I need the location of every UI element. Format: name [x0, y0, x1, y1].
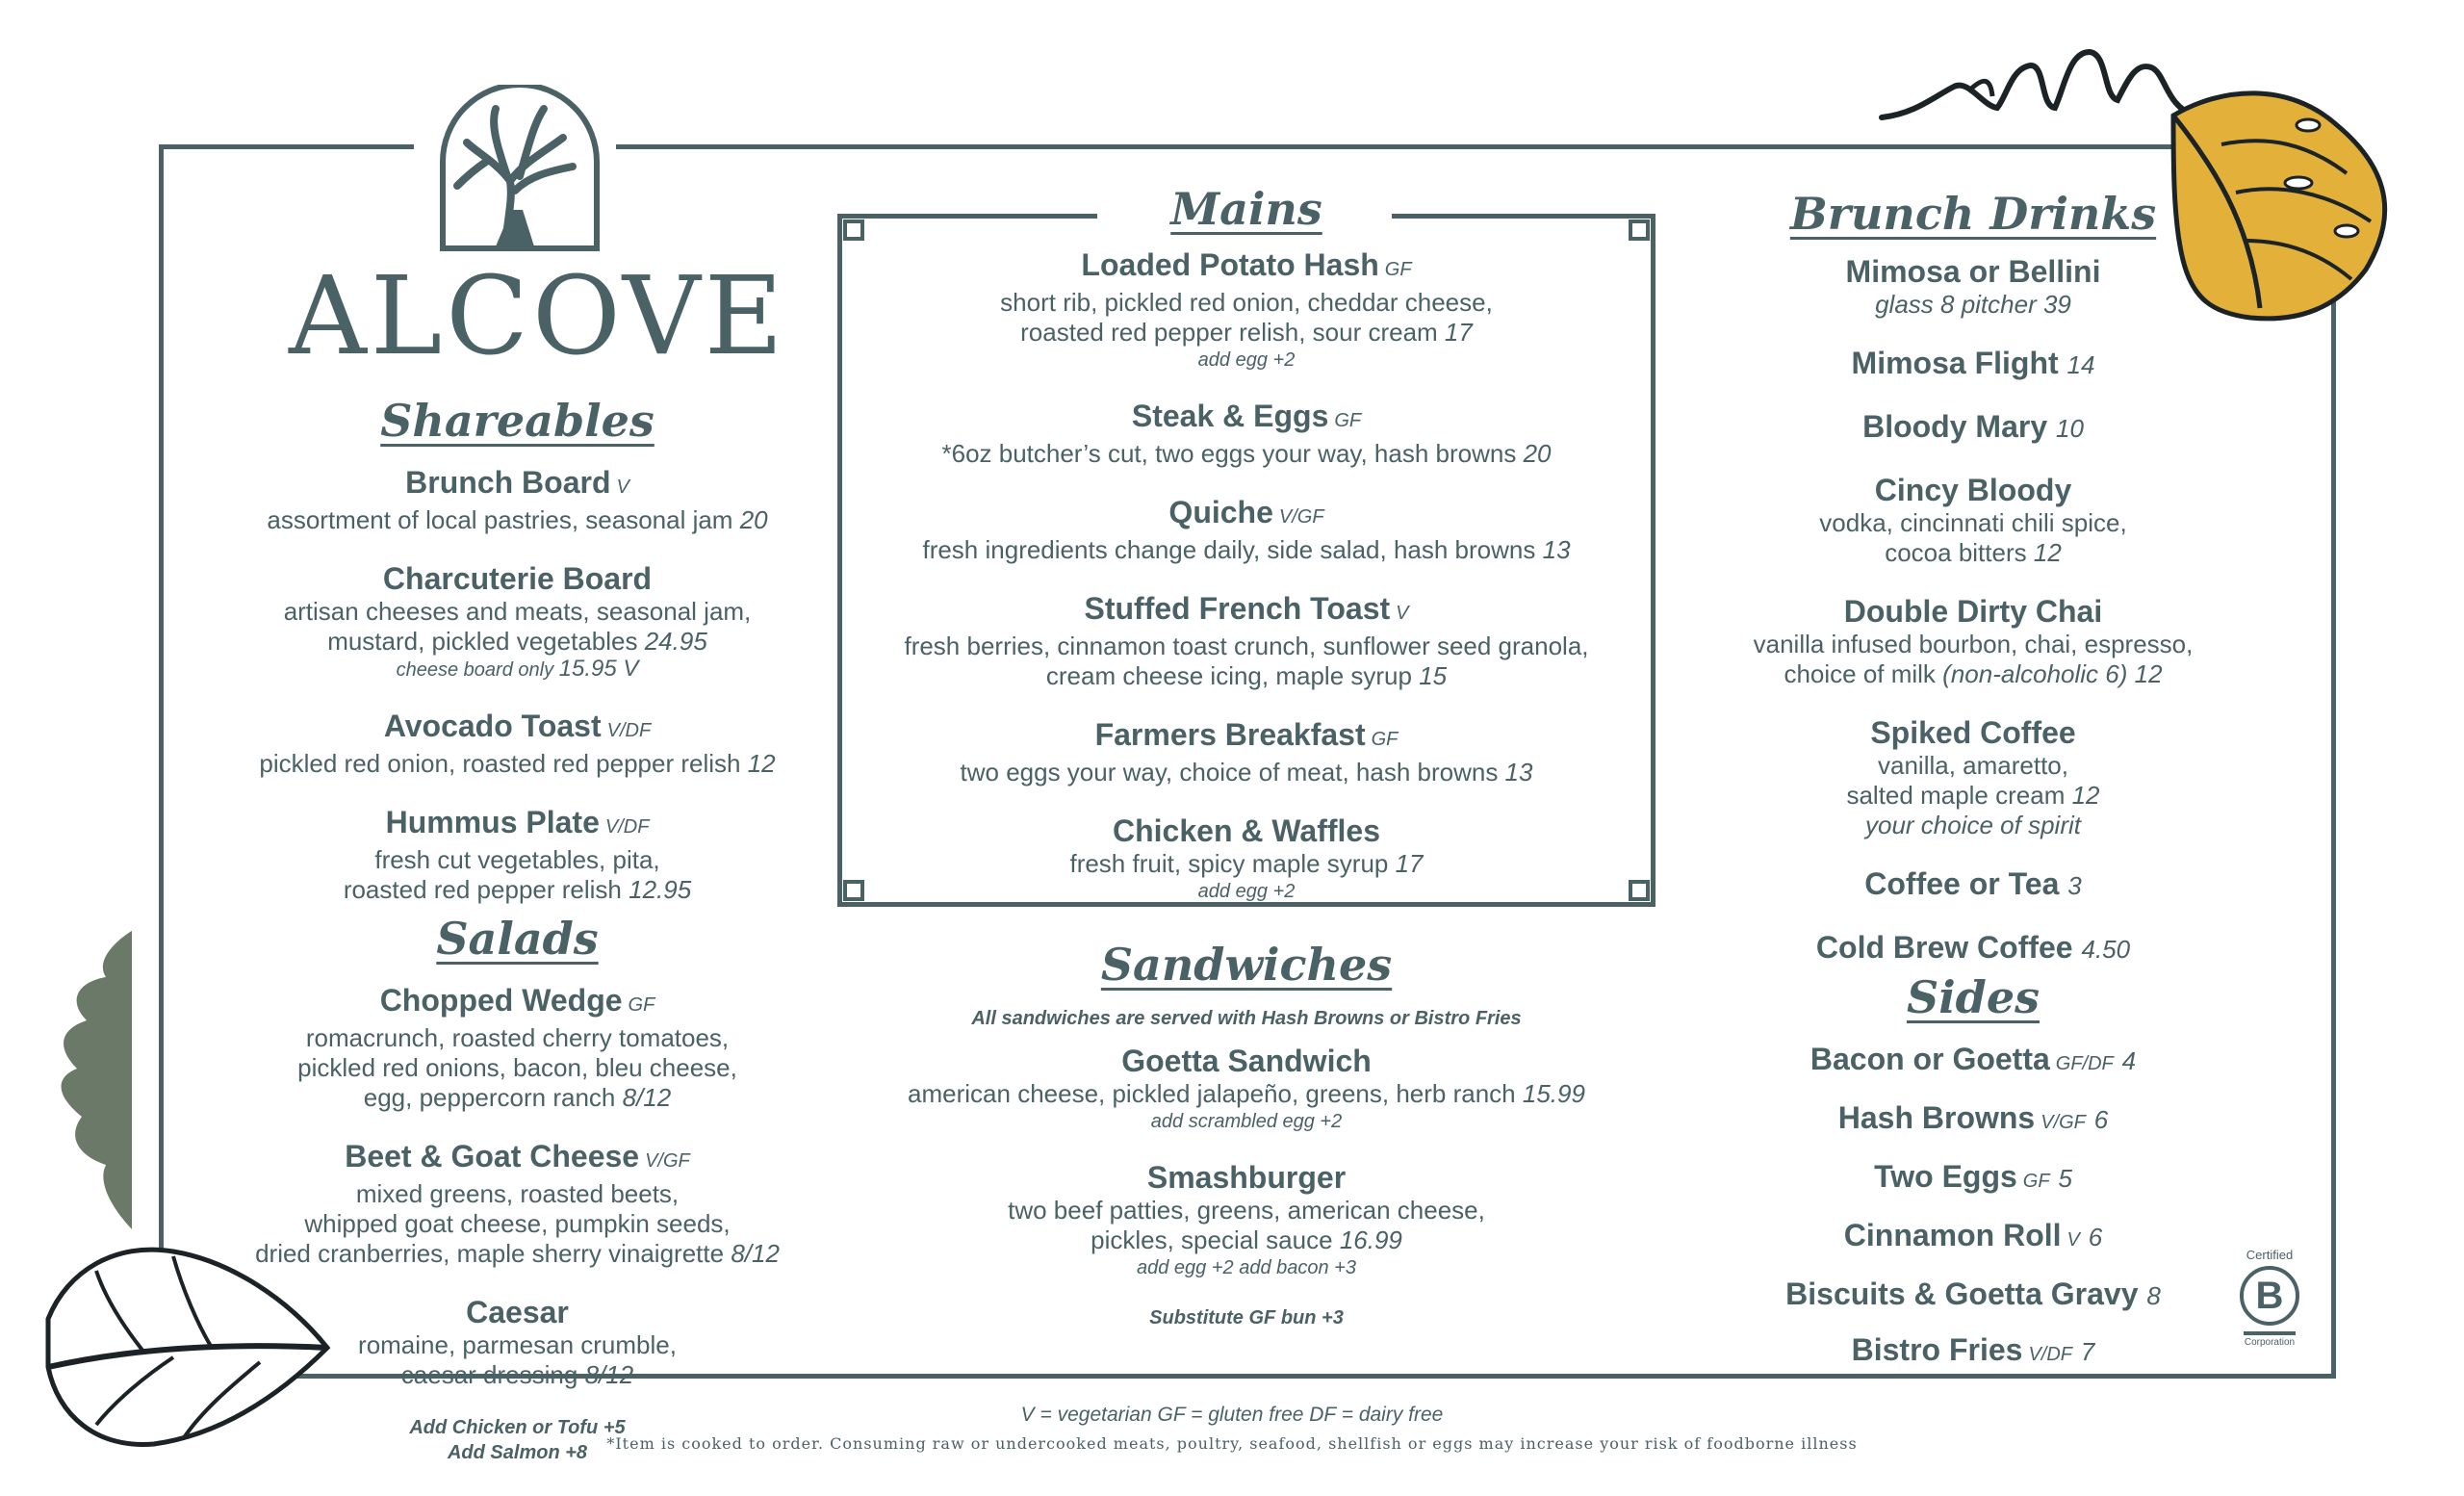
menu-item — [217, 560, 818, 683]
item-desc: fresh ingredients change daily, side salad, hash browns — [922, 535, 1536, 564]
item-desc: roasted red pepper relish, sour cream — [1020, 318, 1438, 347]
item-note: add egg +2 — [1197, 881, 1296, 902]
item-desc: two eggs your way, choice of meat, hash browns — [960, 758, 1499, 787]
item-desc: vanilla infused bourbon, chai, espresso, — [1753, 630, 2194, 658]
item-desc: artisan cheeses and meats, seasonal jam, — [283, 597, 752, 626]
menu-item — [847, 398, 1646, 469]
item-note: cheese board only — [396, 659, 554, 681]
menu-item — [1704, 345, 2243, 383]
item-price: 12.95 — [629, 875, 692, 904]
diet-tag: GF — [1371, 729, 1399, 750]
diet-tag: V — [2066, 1229, 2080, 1251]
right-column — [1704, 188, 2243, 1390]
item-price: 17 — [1395, 849, 1424, 878]
item-price: 12 — [747, 749, 776, 778]
bcorp-badge — [2231, 1248, 2308, 1348]
item-desc: fresh cut vegetables, pita, — [374, 845, 660, 874]
item-desc: mustard, pickled vegetables — [327, 627, 638, 656]
sandwiches-subnote: All sandwiches are served with Hash Browns or Bistro Fries — [971, 1008, 1522, 1029]
salads-heading: Salads — [436, 913, 599, 965]
item-name: Chopped Wedge — [379, 983, 623, 1018]
item-name: Mimosa Flight — [1851, 346, 2059, 380]
item-name: Coffee or Tea — [1864, 866, 2060, 901]
diet-tag: V/GF — [645, 1150, 690, 1172]
menu-item — [217, 1138, 818, 1269]
item-desc: cream cheese icing, maple syrup — [1045, 661, 1412, 690]
bcorp-letter: B — [2240, 1266, 2299, 1326]
item-name: Avocado Toast — [383, 709, 602, 743]
diet-tag: V — [1396, 603, 1409, 624]
item-desc: dried cranberries, maple sherry vinaigrette — [255, 1239, 725, 1268]
tree-arch-icon — [438, 85, 602, 253]
menu-item — [217, 982, 818, 1113]
item-name: Biscuits & Goetta Gravy — [1785, 1277, 2139, 1311]
bcorp-top: Certified — [2246, 1248, 2294, 1262]
item-note: add scrambled egg +2 — [1150, 1111, 1343, 1132]
item-price: 13 — [1504, 758, 1533, 787]
diet-tag: V — [616, 477, 629, 498]
item-name: Bloody Mary — [1862, 409, 2048, 444]
menu-item — [1704, 472, 2243, 568]
item-name: Hummus Plate — [385, 805, 600, 839]
item-price: 16.99 — [1339, 1225, 1402, 1254]
bcorp-bottom: Corporation — [2244, 1337, 2296, 1348]
item-desc: vodka, cincinnati chili spice, — [1819, 508, 2127, 537]
diet-tag: V/GF — [2040, 1112, 2086, 1133]
menu-item — [1704, 929, 2243, 967]
item-name: Charcuterie Board — [382, 561, 653, 596]
item-name: Cinnamon Roll — [1843, 1218, 2062, 1252]
item-name: Steak & Eggs — [1131, 399, 1329, 433]
menu-item — [847, 494, 1646, 565]
menu-item — [217, 804, 818, 905]
menu-item — [847, 1159, 1646, 1280]
diet-tag: V/GF — [1278, 506, 1324, 528]
diet-tag: GF — [628, 994, 655, 1016]
item-price: 14 — [2066, 350, 2095, 379]
item-note-price: 15.95 V — [558, 656, 639, 682]
item-note: your choice of spirit — [1865, 811, 2081, 839]
item-desc: mixed greens, roasted beets, — [355, 1179, 680, 1208]
item-name: Cold Brew Coffee — [1815, 930, 2073, 965]
menu-item — [847, 1043, 1646, 1134]
item-desc: caesar dressing — [400, 1360, 578, 1389]
item-price: 7 — [2080, 1337, 2095, 1366]
item-name: Loaded Potato Hash — [1081, 247, 1379, 282]
item-price: 3 — [2067, 871, 2082, 900]
menu-item — [1704, 1331, 2243, 1373]
diet-tag: V/DF — [2028, 1344, 2073, 1365]
item-name: Mimosa or Bellini — [1845, 254, 2101, 289]
item-desc: pickled red onion, roasted red pepper relish — [259, 749, 741, 778]
item-desc-italic: (non-alcoholic 6) — [1942, 659, 2128, 688]
item-desc: *6oz butcher’s cut, two eggs your way, hash browns — [941, 439, 1517, 468]
item-name: Beet & Goat Cheese — [345, 1139, 640, 1174]
brand-logo — [289, 85, 787, 379]
diet-tag: GF — [1334, 410, 1362, 431]
menu-item — [1704, 865, 2243, 904]
item-desc: assortment of local pastries, seasonal jam — [267, 505, 733, 534]
item-price: 12 — [2134, 659, 2163, 688]
sandwiches-footnote: Substitute GF bun +3 — [1149, 1307, 1344, 1328]
menu-item — [217, 708, 818, 779]
item-name: Caesar — [466, 1295, 569, 1329]
item-price: 13 — [1542, 535, 1571, 564]
menu-item — [1704, 253, 2243, 320]
menu-item — [1704, 1158, 2243, 1199]
item-desc: whipped goat cheese, pumpkin seeds, — [304, 1209, 731, 1238]
sides-heading: Sides — [1906, 971, 2040, 1023]
sandwiches-column — [847, 939, 1646, 1330]
item-price: 5 — [2058, 1164, 2072, 1193]
item-price: 8/12 — [731, 1239, 780, 1268]
menu-item — [1704, 1099, 2243, 1141]
menu-item — [847, 812, 1646, 904]
food-disclaimer: *Item is cooked to order. Consuming raw or undercooked meats, poultry, seafood, shellfish or eggs may increase your risk of foodborne illness — [606, 1434, 1858, 1453]
diet-legend: V = vegetarian GF = gluten free DF = dairy free — [1020, 1404, 1444, 1426]
item-name: Bacon or Goetta — [1810, 1042, 2050, 1076]
brand-name: ALCOVE — [289, 254, 787, 379]
item-price: 8/12 — [584, 1360, 634, 1389]
item-price: 8 — [2146, 1281, 2161, 1310]
item-note: add egg +2 — [1197, 349, 1296, 371]
item-price: 6 — [2093, 1105, 2109, 1134]
item-price: 6 — [2088, 1223, 2103, 1251]
item-name: Smashburger — [1146, 1160, 1347, 1195]
menu-item — [847, 590, 1646, 691]
menu-item — [847, 716, 1646, 787]
shareables-heading: Shareables — [380, 395, 654, 447]
diet-tag: GF — [1384, 259, 1412, 280]
item-desc: short rib, pickled red onion, cheddar cheese, — [1000, 288, 1493, 317]
item-name: Spiked Coffee — [1870, 715, 2076, 750]
item-desc: salted maple cream — [1846, 781, 2066, 810]
item-note: glass 8 pitcher 39 — [1875, 290, 2071, 319]
item-name: Stuffed French Toast — [1084, 591, 1391, 626]
item-desc: roasted red pepper relish — [343, 875, 622, 904]
item-price: 10 — [2056, 414, 2084, 443]
menu-item — [1704, 408, 2243, 447]
item-name: Bistro Fries — [1851, 1332, 2023, 1367]
item-note: add egg +2 add bacon +3 — [1137, 1257, 1356, 1278]
item-price: 4 — [2121, 1046, 2137, 1075]
item-name: Quiche — [1168, 495, 1273, 529]
menu-item — [1704, 593, 2243, 689]
left-column — [217, 395, 818, 1465]
mains-heading: Mains — [1170, 183, 1322, 235]
menu-item — [217, 1294, 818, 1390]
menu-item — [217, 464, 818, 535]
item-desc: fresh fruit, spicy maple syrup — [1069, 849, 1389, 878]
diet-tag: GF/DF — [2055, 1053, 2114, 1074]
menu-item — [1704, 1041, 2243, 1082]
salad-addon: Add Chicken or Tofu +5 — [409, 1417, 626, 1438]
mains-column — [847, 183, 1646, 929]
item-desc: romaine, parmesan crumble, — [358, 1330, 677, 1359]
item-price: 20 — [1523, 439, 1552, 468]
item-name: Hash Browns — [1837, 1100, 2036, 1135]
item-price: 12 — [2033, 538, 2062, 567]
item-price: 17 — [1444, 318, 1473, 347]
item-desc: pickles, special sauce — [1091, 1225, 1333, 1254]
menu-item — [1704, 1217, 2243, 1258]
item-name: Goetta Sandwich — [1121, 1044, 1372, 1078]
diet-tag: GF — [2022, 1171, 2050, 1192]
item-desc: vanilla, amaretto, — [1878, 751, 2068, 780]
item-desc: egg, peppercorn ranch — [363, 1083, 616, 1112]
item-desc: cocoa bitters — [1885, 538, 2027, 567]
item-name: Double Dirty Chai — [1843, 594, 2103, 629]
item-name: Farmers Breakfast — [1094, 717, 1366, 752]
item-desc: pickled red onions, bacon, bleu cheese, — [297, 1053, 737, 1082]
item-desc: fresh berries, cinnamon toast crunch, sunflower seed granola, — [904, 632, 1589, 660]
item-desc: american cheese, pickled jalapeño, greens, herb ranch — [908, 1079, 1516, 1108]
bcorp-line — [2244, 1331, 2296, 1335]
item-price: 20 — [739, 505, 768, 534]
diet-tag: V/DF — [606, 720, 652, 741]
item-name: Two Eggs — [1874, 1159, 2017, 1194]
item-name: Chicken & Waffles — [1113, 813, 1380, 848]
item-desc: two beef patties, greens, american cheese, — [1008, 1196, 1485, 1225]
item-price: 15.99 — [1522, 1079, 1585, 1108]
item-desc: choice of milk — [1784, 659, 1936, 688]
diet-tag: V/DF — [604, 816, 650, 838]
menu-item — [847, 246, 1646, 373]
item-name: Cincy Bloody — [1874, 473, 2072, 507]
item-price: 12 — [2071, 781, 2100, 810]
item-name: Brunch Board — [405, 465, 611, 500]
item-price: 4.50 — [2081, 935, 2131, 964]
item-desc: romacrunch, roasted cherry tomatoes, — [305, 1023, 730, 1052]
item-price: 15 — [1419, 661, 1448, 690]
salad-addon: Add Salmon +8 — [447, 1442, 588, 1463]
sandwiches-heading: Sandwiches — [1100, 939, 1393, 991]
menu-item — [1704, 1276, 2243, 1314]
item-price: 8/12 — [622, 1083, 672, 1112]
item-price: 24.95 — [644, 627, 707, 656]
drinks-heading: Brunch Drinks — [1789, 188, 2157, 240]
palm-leaf-icon — [38, 924, 144, 1242]
menu-item — [1704, 714, 2243, 840]
